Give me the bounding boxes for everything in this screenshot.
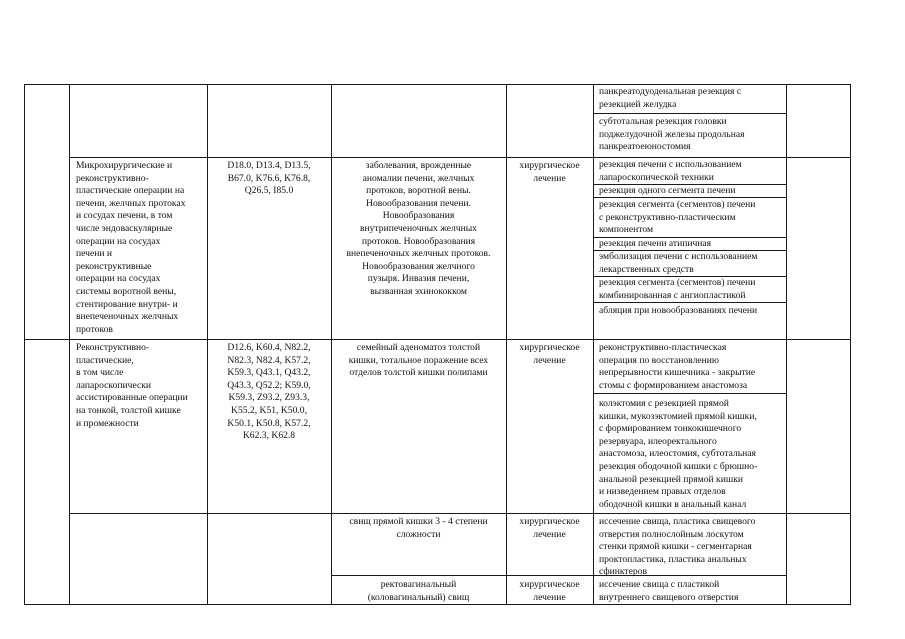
- treatment-cell: субтотальная резекция головки поджелудочной железы продольная панкреатоеюностомия: [599, 116, 745, 153]
- diagnosis-codes: D12.6, K60.4, N82.2, N82.3, N82.4, K57.2, K59.3, Q43.1, Q43.2, Q43.3, Q52.2; K59.0, K59.3, Z93.2, Z93.3, K55.2, K51, K50.0, K50.1, K50.8, K57.2, K62.3, K62.8: [227, 342, 311, 442]
- patient-model: свищ прямой кишки 3 - 4 степени сложности: [349, 516, 488, 540]
- treatment-cell: панкреатодуоденальная резекция с резекцией желудка: [599, 86, 742, 110]
- patient-model: заболевания, врожденные аномалии печени, желчных протоков, воротной вены. Новообразования печени. Новообразования внутрипеченочных желчных протоков. Новообразования внепеченочных желчных протоков. Новообразования желчного пузыря. Инвазия печени, вызванная эхинококком: [346, 160, 491, 297]
- patient-model: ректовагинальный (коловагинальный) свищ: [367, 579, 470, 603]
- treatment-type: хирургическое лечение: [519, 516, 580, 540]
- treatment-cell: колэктомия с резекцией прямой кишки, мукозэктомией прямой кишки, с формированием тонкокишечного резервуара, илеоректального анастомоза, илеостомия, субтотальная резекция ободочной кишки с брюшно- анальной резекцией прямой кишки и низведением правых отделов ободочной кишки в анальный канал: [599, 398, 758, 510]
- treatment-type: хирургическое лечение: [519, 342, 580, 366]
- diagnosis-codes: D18.0, D13.4, D13.5, B67.0, K76.6, K76.8, Q26.5, I85.0: [227, 160, 311, 197]
- treatment-cell: эмболизация печени с использованием лекарственных средств: [599, 251, 758, 275]
- patient-model: семейный аденоматоз толстой кишки, тотальное поражение всех отделов толстой кишки полипами: [348, 342, 489, 379]
- treatment-cell: резекция печени атипичная: [599, 238, 712, 249]
- treatment-cell: резекция одного сегмента печени: [599, 185, 736, 196]
- treatment-type: хирургическое лечение: [519, 579, 580, 603]
- treatment-cell: иссечение свища с пластикой внутреннего свищевого отверстия: [599, 579, 739, 603]
- treatment-type: хирургическое лечение: [519, 160, 580, 184]
- treatment-cell: резекция сегмента (сегментов) печени с реконструктивно-пластическим компонентом: [599, 199, 756, 236]
- treatment-cell: абляция при новообразованиях печени: [599, 305, 758, 316]
- treatment-cell: резекция печени с использованием лапароскопической техники: [599, 159, 742, 183]
- operation-group-name: Реконструктивно- пластические, в том числе лапароскопически ассистированные операции на тонкой, толстой кишке и промежности: [76, 342, 188, 429]
- operation-group-name: Микрохирургические и реконструктивно- пластические операции на печени, желчных протоках и сосудах печени, в том числе эндоваскулярные операции на сосудах печени и реконструктивные операции на сосудах системы воротной вены, стентирование внутри- и внепеченочных желчных протоков: [76, 160, 186, 335]
- treatment-cell: реконструктивно-пластическая операция по восстановлению непрерывности кишечника - закрытие стомы с формированием анастомоза: [599, 342, 756, 391]
- treatment-cell: резекция сегмента (сегментов) печени комбинированная с ангиопластикой: [599, 277, 756, 301]
- treatment-cell: иссечение свища, пластика свищевого отверстия полнослойным лоскутом стенки прямой кишки - сегментарная проктопластика, пластика анальных сфинктеров: [599, 516, 756, 578]
